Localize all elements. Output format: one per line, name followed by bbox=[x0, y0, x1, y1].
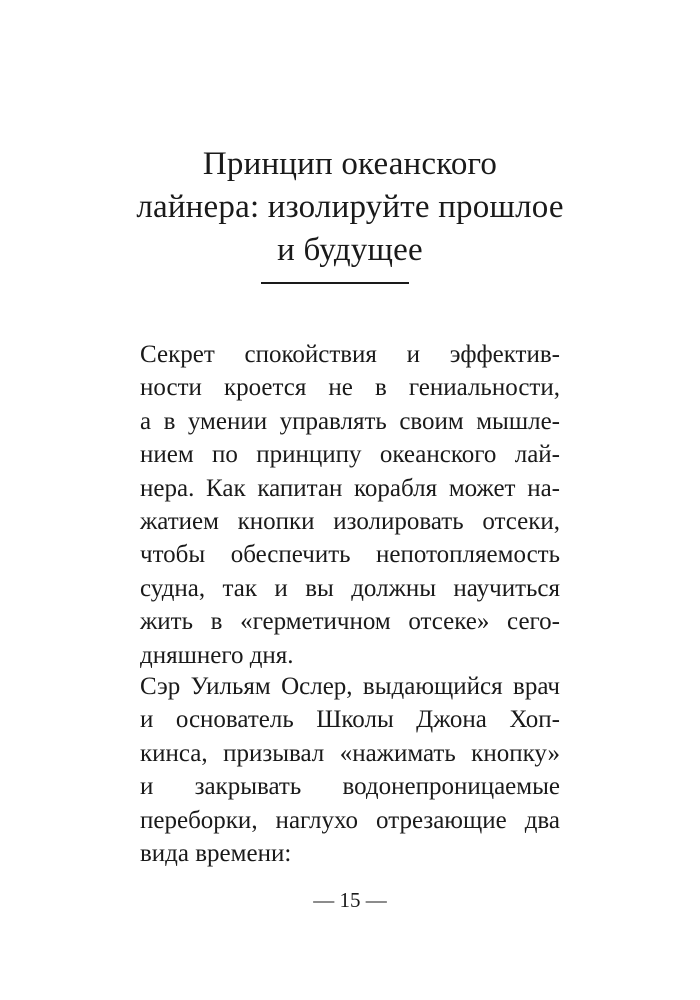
text-line: жатием кнопки изолировать отсеки, bbox=[140, 507, 560, 535]
text-line: нием по принципу океанского лай- bbox=[140, 441, 560, 469]
chapter-heading bbox=[100, 143, 600, 272]
text-line: жить в «герметичном отсеке» сего- bbox=[140, 608, 560, 636]
heading-divider bbox=[261, 282, 409, 284]
text-line: кинса, призывал «нажимать кнопку» bbox=[140, 739, 560, 767]
text-line: дняшнего дня. bbox=[140, 641, 294, 669]
text-line: а в умении управлять своим мышле- bbox=[140, 407, 560, 435]
page-number: — 15 — bbox=[313, 888, 387, 912]
text-line: ности кроется не в гениальности, bbox=[140, 374, 560, 402]
text-line: и закрывать водонепроницаемые bbox=[140, 773, 560, 801]
text-line: нера. Как капитан корабля может на- bbox=[140, 474, 560, 502]
paragraph-2 bbox=[140, 670, 560, 870]
heading-line: и будущее bbox=[277, 232, 423, 268]
text-line: и основатель Школы Джона Хоп- bbox=[140, 706, 560, 734]
text-line: Секрет спокойствия и эффектив- bbox=[140, 341, 560, 368]
text-line: Сэр Уильям Ослер, выдающийся врач bbox=[140, 673, 560, 700]
heading-line: лайнера: изолируйте прошлое bbox=[136, 189, 564, 225]
text-line: судна, так и вы должны научиться bbox=[140, 574, 560, 602]
paragraph-1 bbox=[140, 338, 560, 672]
heading-line: Принцип океанского bbox=[202, 146, 498, 182]
text-line: чтобы обеспечить непотопляемость bbox=[140, 541, 560, 569]
text-line: вида времени: bbox=[140, 839, 292, 867]
text-line: переборки, наглухо отрезающие два bbox=[140, 806, 560, 834]
